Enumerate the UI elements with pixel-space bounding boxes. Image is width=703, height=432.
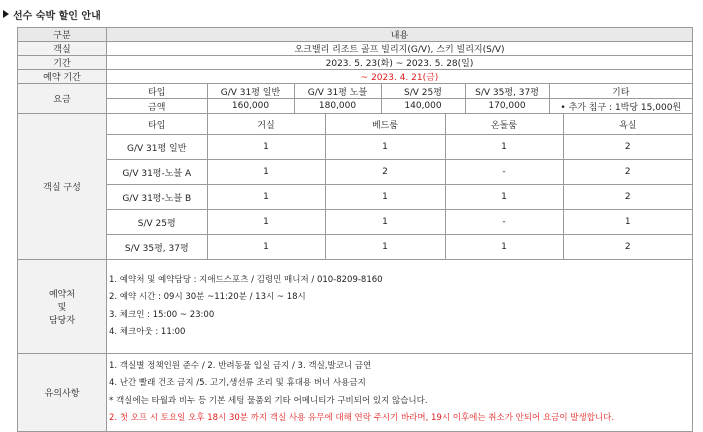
accommodation-table	[17, 27, 693, 432]
living-count: 1	[207, 185, 325, 210]
table-row	[107, 135, 692, 160]
notes-line: 1. 객실별 정책인원 준수 / 2. 반려동물 입실 금지 / 3. 객실,발코니 금연	[109, 360, 372, 371]
fee-amount: 170,000	[465, 99, 549, 114]
bath-count: 2	[563, 185, 692, 210]
room-value: 오크밸리 리조트 골프 빌리지(G/V), 스키 빌리지(S/V)	[107, 42, 693, 56]
bedroom-count: 1	[325, 135, 445, 160]
notes-label: 유의사항	[18, 354, 107, 432]
table-row	[107, 160, 692, 185]
contact-label-line: 담당자	[48, 316, 76, 326]
notes-warning: 2. 첫 오프 시 토요일 오후 18시 30분 까지 객실 사용 유무에 대해 연락 주시기 바라며, 19시 이후에는 취소가 안되어 요금이 발생합니다.	[109, 413, 615, 423]
contact-info	[107, 260, 693, 354]
fee-type: G/V 31평 일반	[207, 84, 294, 99]
notes-content	[107, 354, 693, 432]
composition-header: 온돌룸	[445, 114, 563, 135]
composition-header: 베드룸	[325, 114, 445, 135]
composition-header: 욕실	[563, 114, 692, 135]
living-count: 1	[207, 235, 325, 260]
triangle-bullet-icon	[3, 10, 9, 18]
table-row	[107, 185, 692, 210]
bedroom-count: 1	[325, 235, 445, 260]
living-count: 1	[207, 135, 325, 160]
contact-label-line: 및	[57, 303, 67, 313]
table-row	[107, 235, 692, 260]
header-category: 구분	[18, 28, 107, 42]
section-heading-text: 선수 숙박 할인 안내	[13, 10, 101, 22]
fee-type: 기타	[549, 84, 692, 99]
contact-label-line: 예약처	[48, 290, 76, 300]
fee-label: 요금	[18, 84, 107, 114]
fee-amount: 160,000	[207, 99, 294, 114]
room-label: 객실	[18, 42, 107, 56]
table-row	[107, 210, 692, 235]
fee-type-label: 타입	[107, 84, 207, 99]
bath-count: 1	[563, 210, 692, 235]
room-type: S/V 25평	[107, 210, 207, 235]
living-count: 1	[207, 160, 325, 185]
living-count: 1	[207, 210, 325, 235]
room-type: G/V 31평-노블 B	[107, 185, 207, 210]
ondol-count: 1	[445, 135, 563, 160]
fee-amount: 180,000	[294, 99, 381, 114]
ondol-count: -	[445, 160, 563, 185]
fee-type: S/V 35평, 37평	[465, 84, 549, 99]
bath-count: 2	[563, 160, 692, 185]
composition-label: 객실 구성	[18, 114, 107, 260]
contact-line: 4. 체크아웃 : 11:00	[109, 327, 186, 337]
contact-line: 2. 예약 시간 : 09시 30분 ~11:20분 / 13시 ~ 18시	[109, 292, 306, 302]
fee-type: G/V 31평 노블	[294, 84, 381, 99]
ondol-count: 1	[445, 185, 563, 210]
bath-count: 2	[563, 235, 692, 260]
ondol-count: 1	[445, 235, 563, 260]
header-content: 내용	[107, 28, 693, 42]
room-type: S/V 35평, 37평	[107, 235, 207, 260]
fee-extra	[549, 99, 692, 114]
composition-header: 거실	[207, 114, 325, 135]
bedroom-count: 1	[325, 185, 445, 210]
room-type: G/V 31평 일반	[107, 135, 207, 160]
composition-table	[107, 114, 692, 259]
contact-label	[18, 260, 107, 354]
bedroom-count: 2	[325, 160, 445, 185]
booking-period-label: 예약 기간	[18, 70, 107, 84]
fee-amount: 140,000	[381, 99, 465, 114]
notes-line: 4. 난간 빨래 건조 금지 /5. 고기,생선류 조리 및 휴대용 버너 사용금지	[109, 378, 366, 388]
fee-table	[107, 84, 692, 113]
booking-period-value: ~ 2023. 4. 21(금)	[107, 70, 693, 84]
bedroom-count: 1	[325, 210, 445, 235]
notes-line: * 객실에는 타월과 비누 등 기본 세팅 물품외 기타 어메니티가 구비되어 있지 않습니다.	[109, 395, 428, 406]
contact-line: 3. 체크인 : 15:00 ~ 23:00	[109, 309, 215, 320]
fee-type: S/V 25평	[381, 84, 465, 99]
bath-count: 2	[563, 135, 692, 160]
section-heading	[3, 6, 101, 22]
composition-header: 타입	[107, 114, 207, 135]
list-bullet-icon: •	[560, 102, 566, 113]
fee-extra-text: 추가 침구 : 1박당 15,000원	[568, 102, 682, 113]
ondol-count: -	[445, 210, 563, 235]
room-type: G/V 31평-노블 A	[107, 160, 207, 185]
period-label: 기간	[18, 56, 107, 70]
period-value: 2023. 5. 23(화) ~ 2023. 5. 28(일)	[107, 56, 693, 70]
fee-amount-label: 금액	[107, 99, 207, 114]
contact-line: 1. 예약처 및 예약담당 : 지애드스포츠 / 김령민 매니저 / 010-8209-8160	[109, 274, 383, 285]
